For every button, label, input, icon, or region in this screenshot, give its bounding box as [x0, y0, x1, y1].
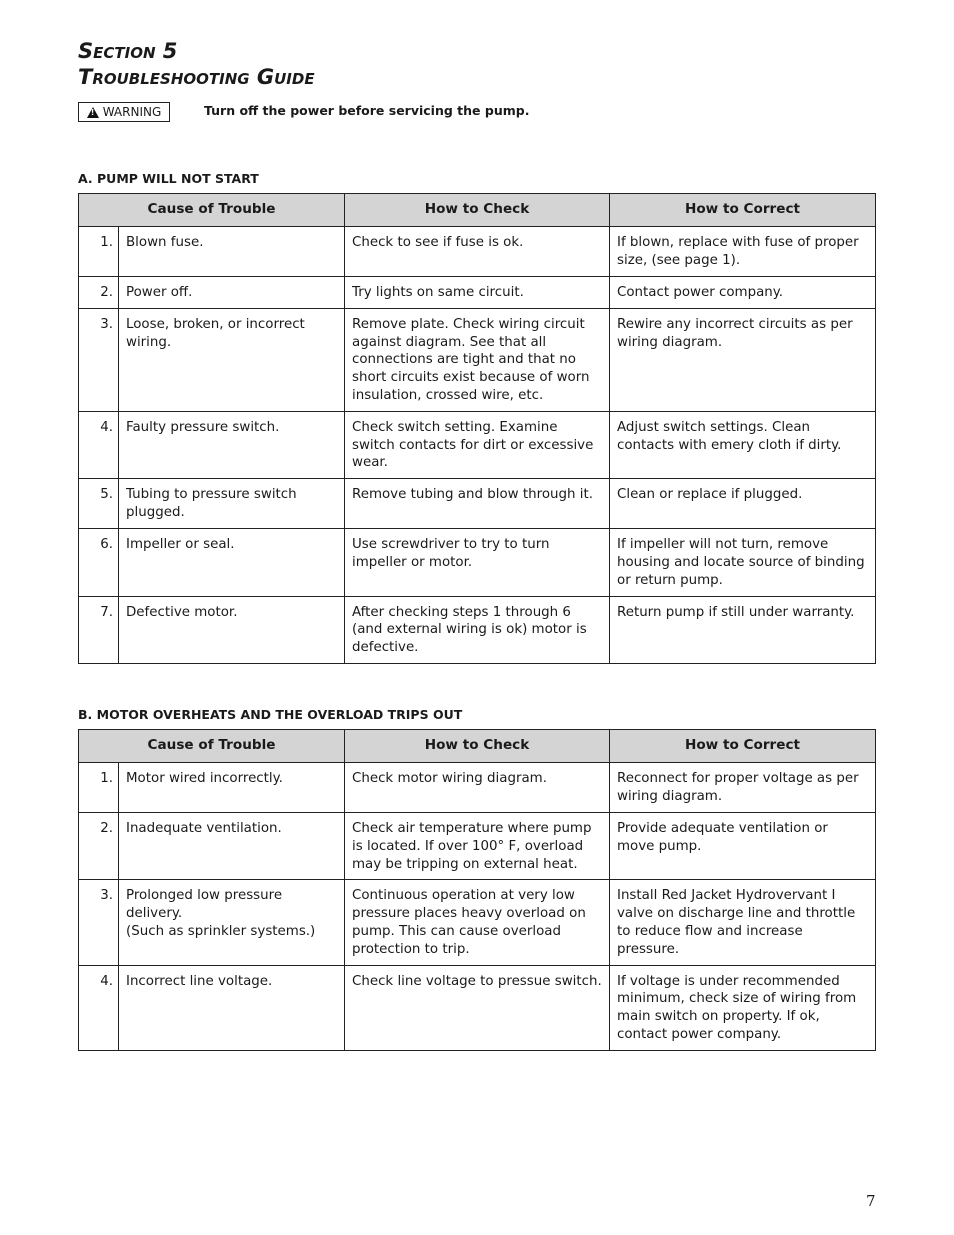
check-cell: Check to see if fuse is ok. [345, 227, 610, 277]
correct-cell: Contact power company. [610, 277, 876, 309]
row-number: 5. [79, 479, 119, 529]
check-cell: Check line voltage to pressue switch. [345, 965, 610, 1050]
column-header-check: How to Check [345, 730, 610, 763]
cause-cell: Incorrect line voltage. [119, 965, 345, 1050]
cause-cell: Tubing to pressure switch plugged. [119, 479, 345, 529]
table-row [79, 479, 876, 529]
row-number: 2. [79, 813, 119, 880]
check-cell: Check air temperature where pump is located. If over 100° F, overload may be tripping on external heat. [345, 813, 610, 880]
table-row [79, 880, 876, 965]
cause-cell: Motor wired incorrectly. [119, 763, 345, 813]
row-number: 7. [79, 596, 119, 663]
section-a-heading: A. PUMP WILL NOT START [78, 171, 259, 186]
table-row [79, 227, 876, 277]
correct-cell: Rewire any incorrect circuits as per wiring diagram. [610, 308, 876, 411]
check-cell: After checking steps 1 through 6 (and external wiring is ok) motor is defective. [345, 596, 610, 663]
column-header-cause: Cause of Trouble [79, 730, 345, 763]
check-cell: Remove tubing and blow through it. [345, 479, 610, 529]
correct-cell: Clean or replace if plugged. [610, 479, 876, 529]
table-row [79, 763, 876, 813]
row-number: 6. [79, 529, 119, 596]
section-b-heading: B. MOTOR OVERHEATS AND THE OVERLOAD TRIPS OUT [78, 707, 463, 722]
table-row [79, 596, 876, 663]
table-header-row [79, 730, 876, 763]
table-header-row [79, 194, 876, 227]
row-number: 4. [79, 965, 119, 1050]
table-row [79, 277, 876, 309]
title-line-section: Section 5 [78, 39, 178, 63]
cause-cell: Defective motor. [119, 596, 345, 663]
table-row [79, 411, 876, 478]
section-b-table [78, 729, 876, 1051]
title-line-guide: Troubleshooting Guide [78, 65, 315, 89]
correct-cell: If blown, replace with fuse of proper size, (see page 1). [610, 227, 876, 277]
warning-text: Turn off the power before servicing the pump. [204, 103, 530, 118]
correct-cell: If impeller will not turn, remove housing and locate source of binding or return pump. [610, 529, 876, 596]
table-row [79, 813, 876, 880]
check-cell: Remove plate. Check wiring circuit against diagram. See that all connections are tight and that no short circuits exist because of worn insulation, crossed wire, etc. [345, 308, 610, 411]
warning-badge [78, 102, 170, 122]
correct-cell: If voltage is under recommended minimum, check size of wiring from main switch on property. If ok, contact power company. [610, 965, 876, 1050]
row-number: 1. [79, 763, 119, 813]
cause-cell: Faulty pressure switch. [119, 411, 345, 478]
cause-cell: Prolonged low pressure delivery. (Such as sprinkler systems.) [119, 880, 345, 965]
row-number: 3. [79, 308, 119, 411]
row-number: 3. [79, 880, 119, 965]
section-a-table [78, 193, 876, 664]
correct-cell: Provide adequate ventilation or move pump. [610, 813, 876, 880]
warning-triangle-icon [87, 107, 99, 118]
cause-cell: Blown fuse. [119, 227, 345, 277]
column-header-cause: Cause of Trouble [79, 194, 345, 227]
correct-cell: Reconnect for proper voltage as per wiring diagram. [610, 763, 876, 813]
check-cell: Continuous operation at very low pressure places heavy overload on pump. This can cause overload protection to trip. [345, 880, 610, 965]
check-cell: Check switch setting. Examine switch contacts for dirt or excessive wear. [345, 411, 610, 478]
row-number: 2. [79, 277, 119, 309]
check-cell: Try lights on same circuit. [345, 277, 610, 309]
correct-cell: Adjust switch settings. Clean contacts with emery cloth if dirty. [610, 411, 876, 478]
check-cell: Check motor wiring diagram. [345, 763, 610, 813]
page-title [78, 38, 315, 90]
column-header-check: How to Check [345, 194, 610, 227]
correct-cell: Return pump if still under warranty. [610, 596, 876, 663]
row-number: 1. [79, 227, 119, 277]
column-header-correct: How to Correct [610, 730, 876, 763]
table-row [79, 529, 876, 596]
cause-cell: Loose, broken, or incorrect wiring. [119, 308, 345, 411]
cause-cell: Inadequate ventilation. [119, 813, 345, 880]
page-number: 7 [866, 1192, 876, 1210]
cause-cell: Power off. [119, 277, 345, 309]
correct-cell: Install Red Jacket Hydrovervant I valve on discharge line and throttle to reduce flow and increase pressure. [610, 880, 876, 965]
cause-cell: Impeller or seal. [119, 529, 345, 596]
check-cell: Use screwdriver to try to turn impeller or motor. [345, 529, 610, 596]
column-header-correct: How to Correct [610, 194, 876, 227]
row-number: 4. [79, 411, 119, 478]
warning-badge-label: WARNING [102, 105, 162, 119]
table-row [79, 965, 876, 1050]
table-row [79, 308, 876, 411]
